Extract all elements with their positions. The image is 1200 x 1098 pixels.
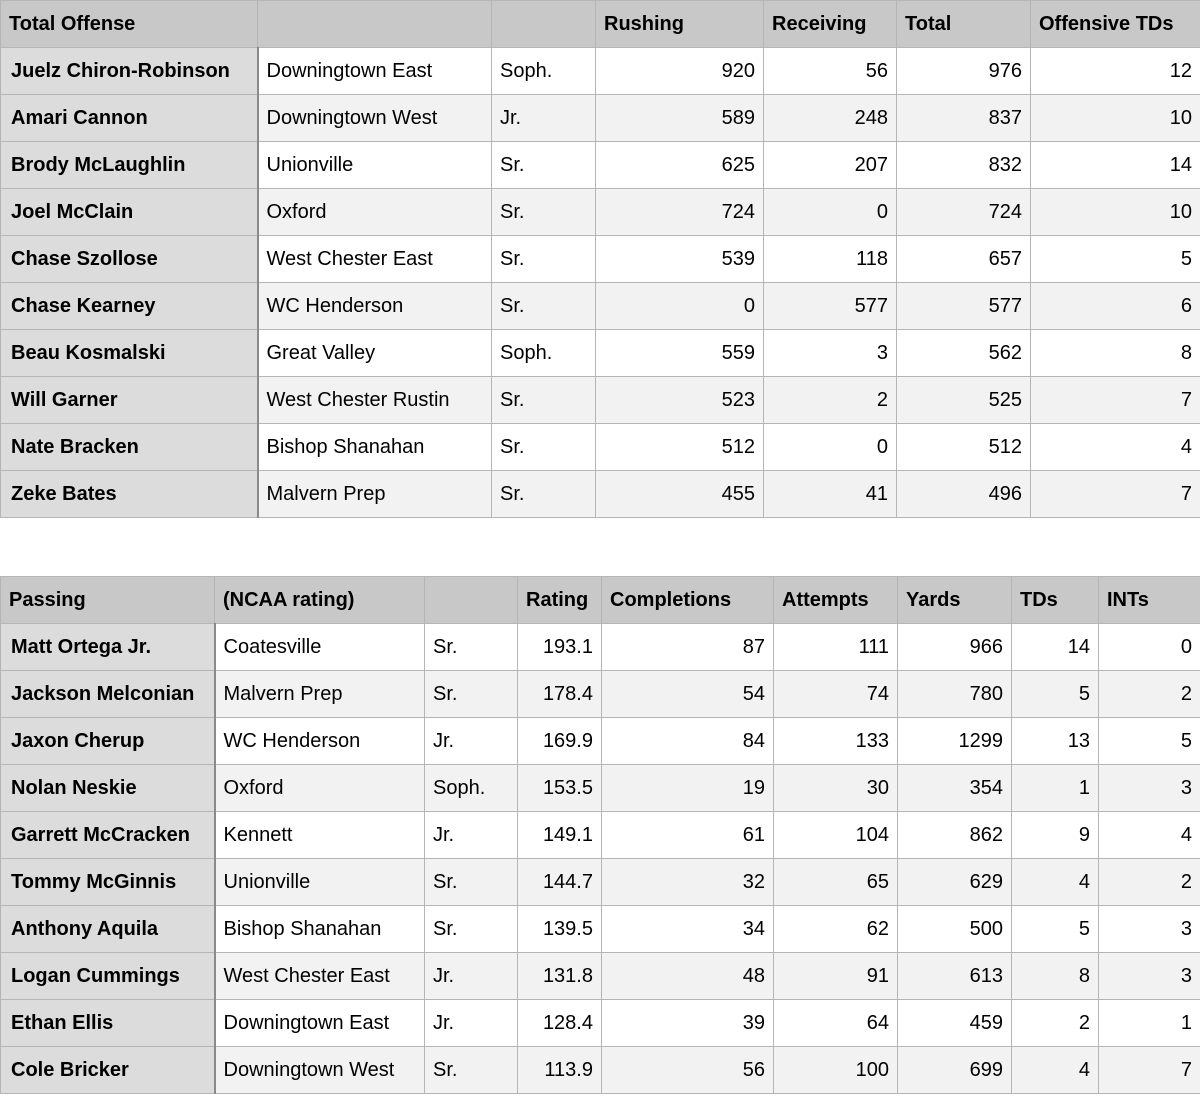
cell-completions: 39 xyxy=(602,1000,774,1047)
cell-yards: 613 xyxy=(898,953,1012,1000)
offense-player-row xyxy=(1,142,1200,189)
cell-attempts: 133 xyxy=(774,718,898,765)
offense-player-row xyxy=(1,48,1200,95)
cell-rating: 113.9 xyxy=(518,1047,602,1094)
cell-rushing: 455 xyxy=(596,471,764,518)
passing-column-header: Rating xyxy=(518,577,602,624)
cell-tds: 8 xyxy=(1031,330,1200,377)
cell-name: Nate Bracken xyxy=(1,424,258,471)
cell-yards: 966 xyxy=(898,624,1012,671)
cell-name: Ethan Ellis xyxy=(1,1000,215,1047)
offense-player-row xyxy=(1,95,1200,142)
cell-rushing: 523 xyxy=(596,377,764,424)
cell-tds: 10 xyxy=(1031,95,1200,142)
cell-ints: 3 xyxy=(1099,765,1200,812)
cell-school: Oxford xyxy=(215,765,425,812)
passing-column-header: Yards xyxy=(898,577,1012,624)
cell-attempts: 62 xyxy=(774,906,898,953)
cell-school: Downingtown West xyxy=(215,1047,425,1094)
cell-rushing: 539 xyxy=(596,236,764,283)
cell-tds: 6 xyxy=(1031,283,1200,330)
cell-year: Sr. xyxy=(492,236,596,283)
cell-school: Downingtown West xyxy=(258,95,492,142)
cell-receiving: 56 xyxy=(764,48,897,95)
passing-player-row xyxy=(1,624,1200,671)
cell-rating: 153.5 xyxy=(518,765,602,812)
cell-year: Sr. xyxy=(492,142,596,189)
cell-school: West Chester Rustin xyxy=(258,377,492,424)
cell-tds: 8 xyxy=(1012,953,1099,1000)
cell-receiving: 0 xyxy=(764,424,897,471)
cell-yards: 862 xyxy=(898,812,1012,859)
cell-tds: 7 xyxy=(1031,377,1200,424)
cell-attempts: 30 xyxy=(774,765,898,812)
cell-year: Sr. xyxy=(492,189,596,236)
cell-attempts: 111 xyxy=(774,624,898,671)
cell-rushing: 724 xyxy=(596,189,764,236)
offense-player-row xyxy=(1,236,1200,283)
cell-tds: 5 xyxy=(1012,906,1099,953)
cell-rating: 178.4 xyxy=(518,671,602,718)
passing-player-row xyxy=(1,1000,1200,1047)
cell-year: Soph. xyxy=(492,330,596,377)
cell-ints: 3 xyxy=(1099,906,1200,953)
cell-tds: 5 xyxy=(1012,671,1099,718)
passing-player-row xyxy=(1,812,1200,859)
passing-player-row xyxy=(1,671,1200,718)
cell-year: Jr. xyxy=(425,1000,518,1047)
passing-table xyxy=(0,576,1200,1094)
passing-column-header: INTs xyxy=(1099,577,1200,624)
cell-tds: 4 xyxy=(1031,424,1200,471)
cell-year: Sr. xyxy=(425,624,518,671)
cell-total: 837 xyxy=(897,95,1031,142)
cell-yards: 629 xyxy=(898,859,1012,906)
cell-year: Sr. xyxy=(425,906,518,953)
cell-completions: 84 xyxy=(602,718,774,765)
cell-year: Sr. xyxy=(425,1047,518,1094)
cell-yards: 1299 xyxy=(898,718,1012,765)
cell-tds: 9 xyxy=(1012,812,1099,859)
cell-tds: 14 xyxy=(1031,142,1200,189)
cell-rating: 139.5 xyxy=(518,906,602,953)
offense-column-header: Offensive TDs xyxy=(1031,1,1200,48)
cell-name: Jackson Melconian xyxy=(1,671,215,718)
cell-total: 525 xyxy=(897,377,1031,424)
cell-year: Soph. xyxy=(492,48,596,95)
cell-year: Jr. xyxy=(425,718,518,765)
cell-total: 562 xyxy=(897,330,1031,377)
cell-receiving: 41 xyxy=(764,471,897,518)
cell-completions: 48 xyxy=(602,953,774,1000)
cell-name: Nolan Neskie xyxy=(1,765,215,812)
cell-rushing: 559 xyxy=(596,330,764,377)
cell-total: 496 xyxy=(897,471,1031,518)
cell-school: Coatesville xyxy=(215,624,425,671)
offense-header-row xyxy=(1,1,1200,48)
cell-rating: 149.1 xyxy=(518,812,602,859)
cell-attempts: 104 xyxy=(774,812,898,859)
offense-player-row xyxy=(1,189,1200,236)
cell-school: West Chester East xyxy=(258,236,492,283)
passing-column-header: Passing xyxy=(1,577,215,624)
passing-column-header: TDs xyxy=(1012,577,1099,624)
cell-total: 832 xyxy=(897,142,1031,189)
cell-attempts: 64 xyxy=(774,1000,898,1047)
cell-name: Logan Cummings xyxy=(1,953,215,1000)
cell-rushing: 625 xyxy=(596,142,764,189)
cell-rating: 144.7 xyxy=(518,859,602,906)
cell-school: Bishop Shanahan xyxy=(215,906,425,953)
cell-tds: 1 xyxy=(1012,765,1099,812)
passing-header-row xyxy=(1,577,1200,624)
cell-name: Jaxon Cherup xyxy=(1,718,215,765)
cell-school: WC Henderson xyxy=(258,283,492,330)
offense-player-row xyxy=(1,330,1200,377)
cell-school: Malvern Prep xyxy=(258,471,492,518)
cell-name: Matt Ortega Jr. xyxy=(1,624,215,671)
cell-receiving: 207 xyxy=(764,142,897,189)
cell-tds: 10 xyxy=(1031,189,1200,236)
cell-ints: 2 xyxy=(1099,859,1200,906)
cell-school: Downingtown East xyxy=(215,1000,425,1047)
passing-column-header: Attempts xyxy=(774,577,898,624)
cell-tds: 2 xyxy=(1012,1000,1099,1047)
cell-yards: 354 xyxy=(898,765,1012,812)
cell-year: Sr. xyxy=(492,424,596,471)
cell-school: WC Henderson xyxy=(215,718,425,765)
offense-player-row xyxy=(1,283,1200,330)
cell-year: Jr. xyxy=(425,953,518,1000)
cell-completions: 19 xyxy=(602,765,774,812)
cell-year: Sr. xyxy=(425,859,518,906)
cell-attempts: 91 xyxy=(774,953,898,1000)
cell-name: Tommy McGinnis xyxy=(1,859,215,906)
cell-yards: 699 xyxy=(898,1047,1012,1094)
cell-tds: 14 xyxy=(1012,624,1099,671)
cell-rating: 169.9 xyxy=(518,718,602,765)
cell-receiving: 248 xyxy=(764,95,897,142)
offense-player-row xyxy=(1,424,1200,471)
passing-column-header xyxy=(425,577,518,624)
cell-completions: 61 xyxy=(602,812,774,859)
cell-tds: 4 xyxy=(1012,859,1099,906)
cell-completions: 34 xyxy=(602,906,774,953)
offense-player-row xyxy=(1,471,1200,518)
cell-year: Sr. xyxy=(492,377,596,424)
cell-attempts: 74 xyxy=(774,671,898,718)
cell-receiving: 0 xyxy=(764,189,897,236)
offense-column-header: Total xyxy=(897,1,1031,48)
cell-year: Sr. xyxy=(492,283,596,330)
cell-name: Will Garner xyxy=(1,377,258,424)
offense-column-header xyxy=(258,1,492,48)
cell-name: Anthony Aquila xyxy=(1,906,215,953)
cell-rating: 128.4 xyxy=(518,1000,602,1047)
passing-column-header: Completions xyxy=(602,577,774,624)
cell-school: Unionville xyxy=(258,142,492,189)
cell-school: Unionville xyxy=(215,859,425,906)
passing-player-row xyxy=(1,906,1200,953)
cell-school: Downingtown East xyxy=(258,48,492,95)
cell-total: 976 xyxy=(897,48,1031,95)
total-offense-table xyxy=(0,0,1200,518)
cell-name: Amari Cannon xyxy=(1,95,258,142)
cell-yards: 500 xyxy=(898,906,1012,953)
cell-year: Sr. xyxy=(425,671,518,718)
cell-completions: 32 xyxy=(602,859,774,906)
cell-yards: 780 xyxy=(898,671,1012,718)
passing-player-row xyxy=(1,1047,1200,1094)
cell-attempts: 65 xyxy=(774,859,898,906)
cell-name: Brody McLaughlin xyxy=(1,142,258,189)
cell-completions: 87 xyxy=(602,624,774,671)
cell-tds: 13 xyxy=(1012,718,1099,765)
passing-player-row xyxy=(1,953,1200,1000)
cell-year: Soph. xyxy=(425,765,518,812)
cell-year: Sr. xyxy=(492,471,596,518)
cell-ints: 2 xyxy=(1099,671,1200,718)
cell-tds: 5 xyxy=(1031,236,1200,283)
offense-column-header: Total Offense xyxy=(1,1,258,48)
offense-column-header xyxy=(492,1,596,48)
cell-name: Garrett McCracken xyxy=(1,812,215,859)
cell-school: West Chester East xyxy=(215,953,425,1000)
cell-rushing: 0 xyxy=(596,283,764,330)
cell-rating: 193.1 xyxy=(518,624,602,671)
cell-receiving: 2 xyxy=(764,377,897,424)
cell-total: 724 xyxy=(897,189,1031,236)
cell-rushing: 512 xyxy=(596,424,764,471)
cell-name: Zeke Bates xyxy=(1,471,258,518)
cell-ints: 1 xyxy=(1099,1000,1200,1047)
cell-name: Chase Kearney xyxy=(1,283,258,330)
cell-year: Jr. xyxy=(492,95,596,142)
passing-body xyxy=(1,577,1200,1094)
offense-column-header: Rushing xyxy=(596,1,764,48)
cell-rushing: 589 xyxy=(596,95,764,142)
cell-school: Bishop Shanahan xyxy=(258,424,492,471)
passing-player-row xyxy=(1,765,1200,812)
cell-school: Malvern Prep xyxy=(215,671,425,718)
cell-name: Juelz Chiron-Robinson xyxy=(1,48,258,95)
cell-total: 577 xyxy=(897,283,1031,330)
cell-receiving: 577 xyxy=(764,283,897,330)
cell-receiving: 3 xyxy=(764,330,897,377)
offense-column-header: Receiving xyxy=(764,1,897,48)
cell-school: Great Valley xyxy=(258,330,492,377)
cell-completions: 56 xyxy=(602,1047,774,1094)
cell-rating: 131.8 xyxy=(518,953,602,1000)
cell-rushing: 920 xyxy=(596,48,764,95)
cell-name: Chase Szollose xyxy=(1,236,258,283)
cell-ints: 5 xyxy=(1099,718,1200,765)
cell-name: Joel McClain xyxy=(1,189,258,236)
cell-attempts: 100 xyxy=(774,1047,898,1094)
cell-school: Oxford xyxy=(258,189,492,236)
offense-player-row xyxy=(1,377,1200,424)
cell-tds: 12 xyxy=(1031,48,1200,95)
cell-total: 657 xyxy=(897,236,1031,283)
cell-receiving: 118 xyxy=(764,236,897,283)
cell-ints: 7 xyxy=(1099,1047,1200,1094)
cell-year: Jr. xyxy=(425,812,518,859)
cell-ints: 0 xyxy=(1099,624,1200,671)
cell-tds: 4 xyxy=(1012,1047,1099,1094)
passing-player-row xyxy=(1,718,1200,765)
total-offense-body xyxy=(1,1,1200,518)
cell-name: Beau Kosmalski xyxy=(1,330,258,377)
cell-total: 512 xyxy=(897,424,1031,471)
cell-school: Kennett xyxy=(215,812,425,859)
cell-ints: 3 xyxy=(1099,953,1200,1000)
passing-column-header: (NCAA rating) xyxy=(215,577,425,624)
cell-name: Cole Bricker xyxy=(1,1047,215,1094)
cell-tds: 7 xyxy=(1031,471,1200,518)
cell-ints: 4 xyxy=(1099,812,1200,859)
cell-completions: 54 xyxy=(602,671,774,718)
cell-yards: 459 xyxy=(898,1000,1012,1047)
passing-player-row xyxy=(1,859,1200,906)
